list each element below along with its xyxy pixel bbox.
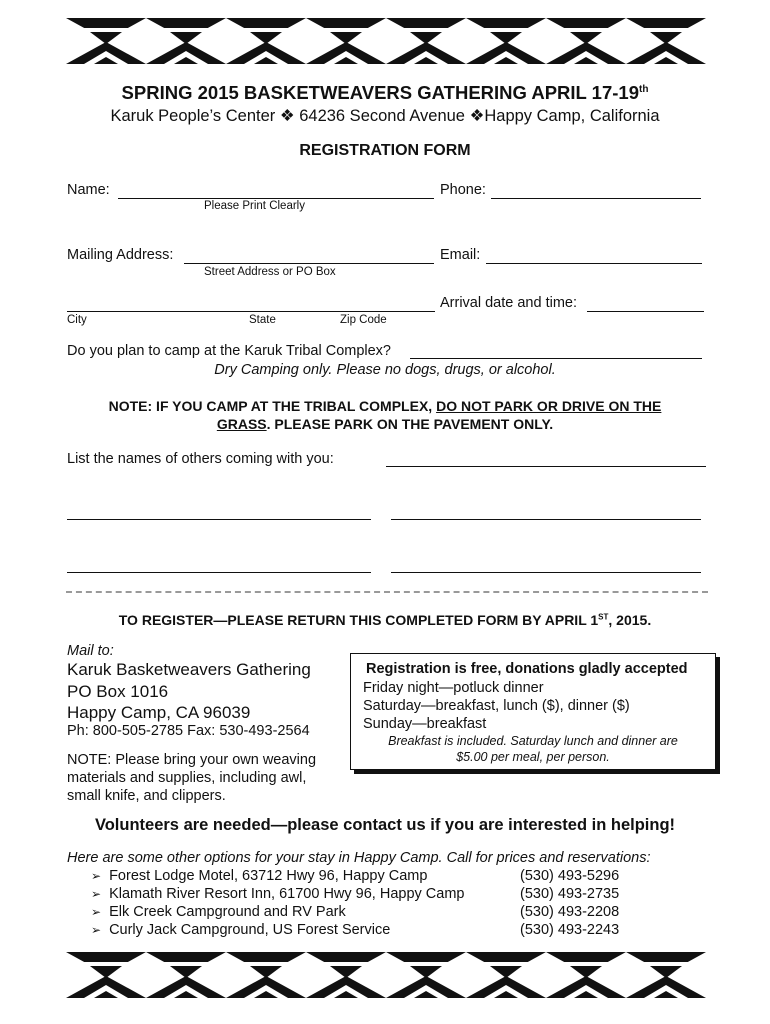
lodging-phone: (530) 493-2208 [520,904,620,920]
register-deadline: TO REGISTER—PLEASE RETURN THIS COMPLETED FORM BY APRIL 1ST, 2015. [118,612,652,628]
registration-info-box [350,653,716,770]
box-line-saturday: Saturday—breakfast, lunch ($), dinner ($) [363,698,630,714]
form-title: REGISTRATION FORM [299,142,471,159]
mailing-address-label: Mailing Address: [67,247,174,263]
bring-note-line-2: materials and supplies, including awl, [67,770,307,786]
volunteers-callout: Volunteers are needed—please contact us if you are interested in helping! [94,816,676,834]
arrow-bullet-icon: ➢ [91,923,102,937]
camp-note: Dry Camping only. Please no dogs, drugs, or alcohol. [214,362,556,378]
parking-note: NOTE: IF YOU CAMP AT THE TRIBAL COMPLEX, DO NOT PARK OR DRIVE ON THE GRASS. PLEASE PARK ON THE PAVEMENT ONLY. [108,398,662,432]
other-name-field-4[interactable] [67,572,371,573]
box-meal-note: Breakfast is included. Saturday lunch and dinner are $5.00 per meal, per person. [388,734,678,764]
camp-question: Do you plan to camp at the Karuk Tribal Complex? [67,343,391,359]
city-hint: City [67,314,87,326]
other-name-field-2[interactable] [67,519,371,520]
arrival-field[interactable] [587,311,704,312]
other-name-field-5[interactable] [391,572,701,573]
bring-note-line-1: NOTE: Please bring your own weaving [67,752,317,768]
box-line-sunday: Sunday—breakfast [363,716,487,732]
arrow-bullet-icon: ➢ [91,905,102,919]
box-title: Registration is free, donations gladly accepted [366,661,688,677]
bottom-decorative-border [66,952,706,998]
city-state-zip-field[interactable] [67,311,435,312]
lodging-phone: (530) 493-5296 [520,868,620,884]
lodging-item: ➢ Klamath River Resort Inn, 61700 Hwy 96, Happy Camp [91,886,465,902]
mailing-address-hint: Street Address or PO Box [204,266,336,278]
venue-address: Karuk People’s Center ❖ 64236 Second Avenue ❖Happy Camp, California [110,107,660,125]
mail-line-1: Karuk Basketweavers Gathering [67,660,311,679]
box-line-friday: Friday night—potluck dinner [363,680,544,696]
event-title: SPRING 2015 BASKETWEAVERS GATHERING APRIL 17-19th [121,82,649,103]
others-label: List the names of others coming with you: [67,451,334,467]
name-hint: Please Print Clearly [204,200,305,212]
lodging-item: ➢ Curly Jack Campground, US Forest Service [91,922,391,938]
email-label: Email: [440,247,481,263]
phone-label: Phone: [440,182,486,198]
other-name-field-1[interactable] [386,466,706,467]
bring-note-line-3: small knife, and clippers. [67,788,226,804]
phone-field[interactable] [491,198,701,199]
zip-hint: Zip Code [340,314,387,326]
mail-line-2: PO Box 1016 [67,682,169,701]
arrow-bullet-icon: ➢ [91,887,102,901]
lodging-phone: (530) 493-2243 [520,922,620,938]
arrow-bullet-icon: ➢ [91,869,102,883]
cut-line-divider [66,591,708,593]
email-field[interactable] [486,263,702,264]
lodging-phone: (530) 493-2735 [520,886,620,902]
camp-answer-field[interactable] [410,358,702,359]
name-label: Name: [67,182,110,198]
lodging-item: ➢ Forest Lodge Motel, 63712 Hwy 96, Happy Camp [91,868,428,884]
mail-to-label: Mail to: [67,643,114,659]
mailing-address-field[interactable] [184,263,434,264]
contact-numbers: Ph: 800-505-2785 Fax: 530-493-2564 [67,723,310,739]
lodging-item: ➢ Elk Creek Campground and RV Park [91,904,346,920]
state-hint: State [249,314,276,326]
arrival-label: Arrival date and time: [440,295,578,311]
mail-line-3: Happy Camp, CA 96039 [67,703,251,722]
name-field[interactable] [118,198,434,199]
lodging-intro: Here are some other options for your stay in Happy Camp. Call for prices and reservations: [67,850,651,866]
top-decorative-border [66,18,706,64]
other-name-field-3[interactable] [391,519,701,520]
